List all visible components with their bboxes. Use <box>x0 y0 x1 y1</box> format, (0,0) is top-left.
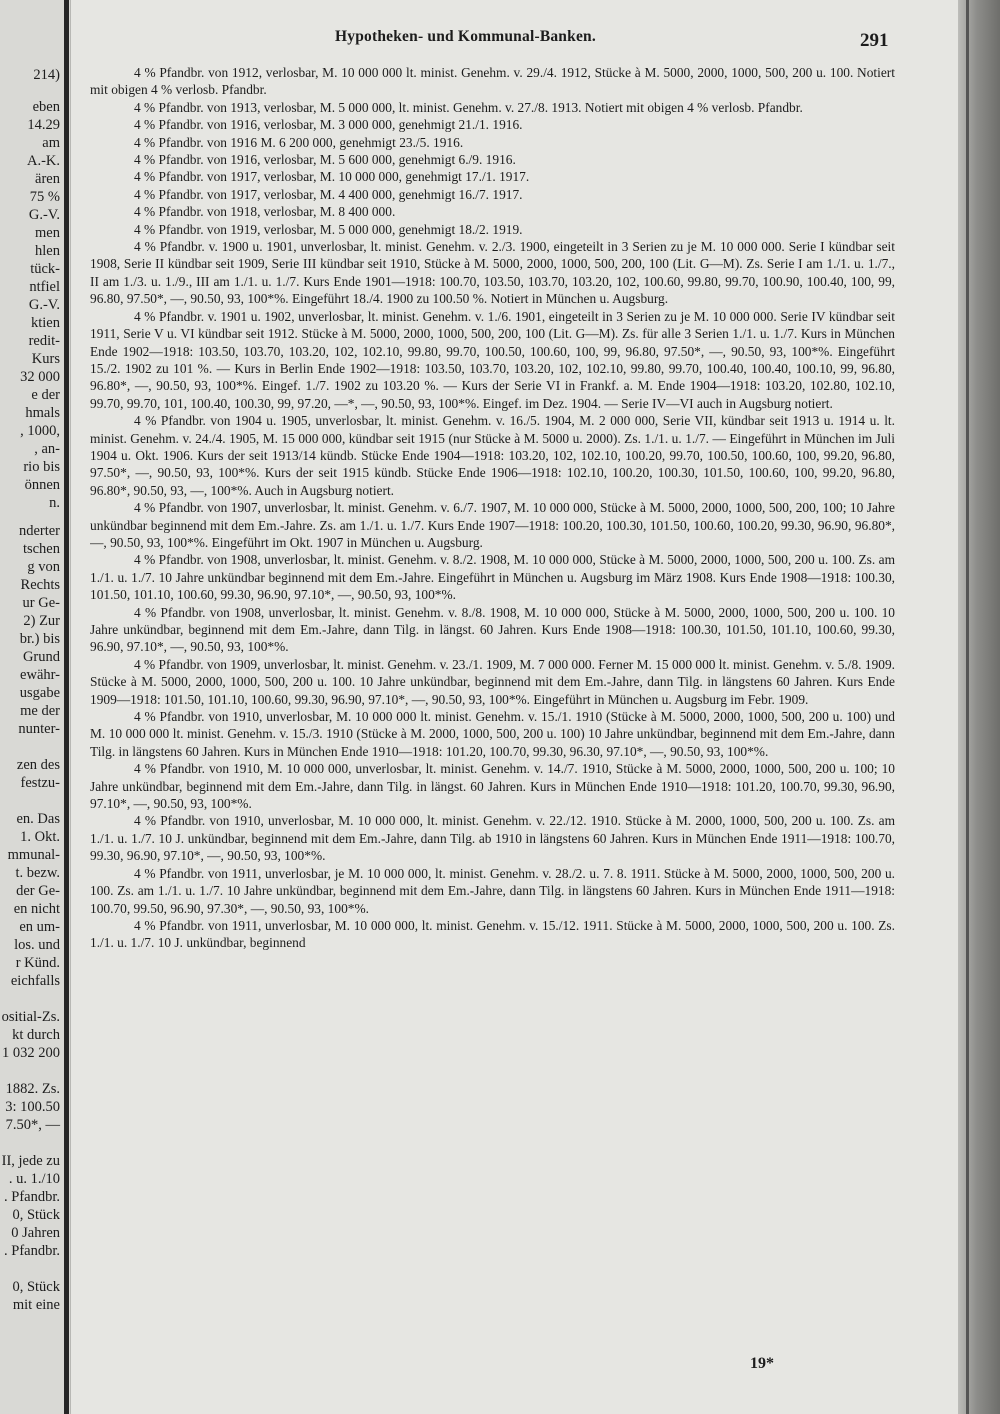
adjacent-page-fragment: festzu- <box>20 775 60 791</box>
bond-entry-paragraph: 4 % Pfandbr. v. 1901 u. 1902, unverlosbar, lt. minist. Genehm. v. 1./6. 1901, eingeteilt in 3 Serien zu je M. 10 000 000. Serie IV kündbar seit 1911, Serie V u. VI kündbar seit 1912. Stücke à M. 5000, 2000, 1000, 500, 200, 100 (Lit. G—M). Zs. für alle 3 Serien 1./1. u. 1./7. Kurs in München Ende 1902—1918: 103.50, 103.70, 103.20, 102, 102.10, 99.80, 99.70, 100.50, 100.60, 100, 99, 96.80, 97.50*, —, 90.50, 93, 100*%. Eingeführt 15./2. 1902 zu 101 %. — Kurs in Berlin Ende 1902—1918: 103.50, 103.70, 103.20, 102, 102.10, 99.80, 99.70, 100.40, 100.40, 100.10, 99, 96.80, 96.80*, —, 90.50, 93, 100*%. Eingef. 1./7. 1902 zu 103.20 %. — Kurs der Serie VI in Frankf. a. M. Ende 1904—1918: 103.20, 102.80, 102.10, 99.70, 99.70, 101, 100.40, 100.30, 99, 97.20, —*, —, 90.50, 93, 100*%. Eingef. im Dez. 1904. — Serie IV—VI auch in Augsburg notiert. <box>90 308 895 411</box>
adjacent-page-fragment: Grund <box>22 649 60 665</box>
adjacent-page-fragment: me der <box>20 703 60 719</box>
adjacent-page-fragment: redit- <box>28 333 60 349</box>
bond-entry-paragraph: 4 % Pfandbr. von 1911, unverlosbar, M. 10 000 000, lt. minist. Genehm. v. 15./12. 1911. Stücke à M. 5000, 2000, 1000, 500, 200 u. 100. Zs. 1./1. u. 1./7. 10 J. unkündbar, beginnend <box>90 917 895 951</box>
bond-entry-paragraph: 4 % Pfandbr. von 1910, M. 10 000 000, unverlosbar, lt. minist. Genehm. v. 14./7. 1910, Stücke à M. 5000, 2000, 1000, 500, 200 u. 100; 10 Jahre unkündbar, beginnend mit dem Em.-Jahre, dann Tilg. in längst. 60 Jahren. Kurs in München Ende 1910—1918: 101.20, 100.70, 99.30, 96.90, 97.10*, —, 90.50, 93, 100*%. <box>90 761 895 812</box>
bond-entry-paragraph: 4 % Pfandbr. von 1916, verlosbar, M. 3 000 000, genehmigt 21./1. 1916. <box>134 117 523 133</box>
running-header: Hypotheken- und Kommunal-Banken. <box>335 28 596 45</box>
adjacent-page-fragment: Kurs <box>31 351 60 367</box>
adjacent-page-fragment: önnen <box>24 477 60 493</box>
bond-entry-paragraph: 4 % Pfandbr. v. 1900 u. 1901, unverlosbar, lt. minist. Genehm. v. 2./3. 1900, eingeteilt in 3 Serien zu je M. 10 000 000. Serie I kündbar seit 1908, Serie II kündbar seit 1909, Serie III kündbar seit 1910, Stücke à M. 5000, 2000, 1000, 500, 200, 100 (Lit. G—M). Zs. Serie I am 1./1. u. 1./7., II am 1./3. u. 1./9., III am 1./1. u. 1./7. Kurs Ende 1901—1918: 100.70, 103.50, 103.70, 103.20, 102, 100.60, 99.80, 99.70, 100.90, 100.40, 100, 99, 96.80, 97.50*, —, 90.50, 93, 100*%. Eingeführt 18./4. 1900 zu 100.50 %. Notiert in München u. Augsburg. <box>90 239 895 307</box>
bond-entry-paragraph: 4 % Pfandbr. von 1909, unverlosbar, lt. minist. Genehm. v. 23./1. 1909, M. 7 000 000. Ferner M. 15 000 000 lt. minist. Genehm. v. 5./8. 1909. Stücke à M. 5000, 2000, 1000, 500, 200 u. 100. 10 Jahre unkündbar, beginnend mit dem Em.-Jahre, dann Tilg. in längstens 60 Jahren. Kurs Ende 1909—1918: 101.50, 101.10, 100.60, 99.30, 96.90, 97.10*, —, 90.50, 93, 100*%. Eingeführt in München u. Augsburg im Febr. 1909. <box>90 656 895 707</box>
bond-entry-paragraph: 4 % Pfandbr. von 1912, verlosbar, M. 10 000 000 lt. minist. Genehm. v. 29./4. 1912, Stücke à M. 5000, 2000, 1000, 500, 200 u. 100. Notiert mit obigen 4 % verlosb. Pfandbr. <box>90 65 895 98</box>
adjacent-page-fragment: hlen <box>35 243 60 259</box>
main-text <box>90 64 895 1354</box>
adjacent-page-fragment: mit eine <box>12 1297 60 1313</box>
adjacent-page-fragment: 7.50*, — <box>5 1117 60 1133</box>
adjacent-page-fragment: am <box>42 135 60 151</box>
adjacent-page-fragment: t. bezw. <box>15 865 60 881</box>
page-edge-line <box>966 0 969 1414</box>
adjacent-page-fragment: ntfiel <box>29 279 60 295</box>
adjacent-page-fragment: los. und <box>14 937 60 953</box>
bond-entry-paragraph: 4 % Pfandbr. von 1918, verlosbar, M. 8 400 000. <box>134 204 396 220</box>
adjacent-page-fragment: . u. 1./10 <box>8 1171 60 1187</box>
adjacent-page-fragment: 3: 100.50 <box>5 1099 60 1115</box>
bond-entry-paragraph: 4 % Pfandbr. von 1917, verlosbar, M. 10 000 000, genehmigt 17./1. 1917. <box>134 169 530 185</box>
bond-entry-paragraph: 4 % Pfandbr. von 1917, verlosbar, M. 4 400 000, genehmigt 16./7. 1917. <box>134 186 523 202</box>
adjacent-page-fragment: usgabe <box>19 685 60 701</box>
adjacent-page-fragment: G.-V. <box>28 207 60 223</box>
adjacent-page-fragment: 1. Okt. <box>20 829 60 845</box>
adjacent-page-fragment: . Pfandbr. <box>4 1189 60 1205</box>
adjacent-page-fragment: ur Ge- <box>22 595 60 611</box>
adjacent-page-fragment: men <box>35 225 60 241</box>
adjacent-page-fragment: 32 000 <box>20 369 60 385</box>
adjacent-page-fragment: zen des <box>16 757 60 773</box>
adjacent-page-fragment: mmunal- <box>7 847 60 863</box>
adjacent-page-fragment: nderter <box>18 523 60 539</box>
bond-entry-paragraph: 4 % Pfandbr. von 1910, unverlosbar, M. 10 000 000 lt. minist. Genehm. v. 15./1. 1910 (Stücke à M. 5000, 2000, 1000, 500, 200 u. 100) und M. 10 000 000 lt. minist. Genehm. v. 15./3. 1910 (Stücke à M. 2000, 1000, 500, 200 u. 100) 10 Jahre unkündbar, beginnend mit dem Em.-Jahre, dann Tilg. in längstens 60 Jahren. Kurs in München Ende 1910—1918: 101.20, 100.70, 99.30, 96.30, 97.10*, —, 90.50, 93, 100*%. <box>90 709 895 759</box>
adjacent-page-fragment: 0 Jahren <box>11 1225 60 1241</box>
adjacent-page-fragment: hmals <box>25 405 60 421</box>
adjacent-page-fragment: rio bis <box>23 459 60 475</box>
adjacent-page-fragment: 2) Zur <box>23 613 60 629</box>
adjacent-page-margin <box>0 0 71 1414</box>
adjacent-page-fragment: 14.29 <box>27 117 60 133</box>
adjacent-page-fragment: g von <box>27 559 60 575</box>
adjacent-page-fragment: tschen <box>22 541 60 557</box>
adjacent-page-fragment: n. <box>49 495 60 511</box>
adjacent-page-fragment: A.-K. <box>26 153 60 169</box>
adjacent-page-fragment: eichfalls <box>10 973 60 989</box>
adjacent-page-fragment: , an- <box>34 441 60 457</box>
adjacent-page-fragment: r Künd. <box>15 955 60 971</box>
bond-entry-paragraph: 4 % Pfandbr. von 1913, verlosbar, M. 5 000 000, lt. minist. Genehm. v. 27./8. 1913. Notiert mit obigen 4 % verlosb. Pfandbr. <box>134 99 803 115</box>
adjacent-page-fragment: br.) bis <box>19 631 60 647</box>
adjacent-page-fragment: G.-V. <box>28 297 60 313</box>
adjacent-page-fragment: eben <box>32 99 60 115</box>
bond-entry-paragraph: 4 % Pfandbr. von 1907, unverlosbar, lt. minist. Genehm. v. 6./7. 1907, M. 10 000 000, Stücke à M. 5000, 2000, 1000, 500, 200, 100; 10 Jahre unkündbar beginnend mit dem Em.-Jahre. Zs. am 1./1. u. 1./7. Kurs Ende 1907—1918: 100.20, 100.30, 101.50, 100.60, 100.20, 99.30, 96.90, 96.80*, —, 90.50, 93, 100*%. Eingeführt im Okt. 1907 in München u. Augsburg. <box>90 500 895 550</box>
signature-mark: 19* <box>750 1355 774 1372</box>
page-edge-shadow <box>958 0 1000 1414</box>
bond-entry-paragraph: 4 % Pfandbr. von 1908, unverlosbar, lt. minist. Genehm. v. 8./2. 1908, M. 10 000 000, Stücke à M. 5000, 2000, 1000, 500, 200 u. 100. Zs. am 1./1. u. 1./7. 10 Jahre unkündbar beginnend mit dem Em.-Jahre. Eingeführt in München u. Augsburg im März 1908. Kurs Ende 1908—1918: 100.30, 101.50, 101.10, 100.60, 99.30, 96.90, 97.10*, —, 90.50, 93, 100*%. <box>90 552 895 603</box>
adjacent-page-fragment: der Ge- <box>16 883 60 899</box>
adjacent-page-fragment: 214) <box>33 67 60 83</box>
adjacent-page-fragment: nunter- <box>18 721 60 737</box>
adjacent-page-fragment: en nicht <box>13 901 60 917</box>
binding-rule <box>64 0 69 1414</box>
adjacent-page-fragment: ären <box>35 171 60 187</box>
bond-entry-paragraph: 4 % Pfandbr. von 1910, unverlosbar, M. 10 000 000, lt. minist. Genehm. v. 22./12. 1910. Stücke à M. 2000, 1000, 500, 200 u. 100. Zs. am 1./1. u. 1./7. 10 J. unkündbar, beginnend mit dem Em.-Jahre, dann Tilg. ab 1910 in längstens 60 Jahren. Kurs in München Ende 1911—1918: 100.70, 99.30, 96.90, 97.10*, —, 90.50, 93, 100*%. <box>90 813 895 864</box>
adjacent-page-fragment: 75 % <box>29 189 60 205</box>
bond-entry-paragraph: 4 % Pfandbr. von 1904 u. 1905, unverlosbar, lt. minist. Genehm. v. 16./5. 1904, M. 2 000 000, Serie VII, kündbar seit 1913 u. 1914 u. lt. minist. Genehm. v. 24./4. 1905, M. 15 000 000, kündbar seit 1915 (nur Stücke à M. 5000 u. 2000). Zs. 1./1. u. 1./7. — Eingeführt in München im Juli 1904 u. Okt. 1906. Kurs der seit 1913/14 kündb. Stücke Ende 1904—1918: 103.20, 102, 102.10, 100.20, 99.70, 100.50, 100.60, 100, 99.20, 96.80, 97.50*, —, 90.50, 93, 100*%. Kurs der seit 1915 kündb. Stücke Ende 1906—1918: 102.10, 100.20, 100.30, 101.50, 100.60, 100, 99.20, 96.80, 96.80*, 90.50, 93, —, 100*%. Auch in Augsburg notiert. <box>90 413 895 498</box>
adjacent-page-fragment: kt durch <box>12 1027 60 1043</box>
bond-entry-paragraph: 4 % Pfandbr. von 1911, unverlosbar, je M. 10 000 000, lt. minist. Genehm. v. 28./2. u. 7. 8. 1911. Stücke à M. 5000, 2000, 1000, 500, 200 u. 100. Zs. am 1./1. u. 1./7. 10 Jahre unkündbar, beginnend mit dem Em.-Jahre, dann Tilg. in längstens 60 Jahren. Kurs in München Ende 1911—1918: 100.70, 99.50, 96.90, 97.30*, —, 90.50, 93, 100*%. <box>90 865 895 916</box>
adjacent-page-fragment: ositial-Zs. <box>1 1009 60 1025</box>
adjacent-page-fragment: 0, Stück <box>12 1279 60 1295</box>
bond-entry-paragraph: 4 % Pfandbr. von 1916 M. 6 200 000, genehmigt 23./5. 1916. <box>134 134 464 150</box>
adjacent-page-fragment: , 1000, <box>20 423 60 439</box>
adjacent-page-fragment: 1882. Zs. <box>5 1081 60 1097</box>
bond-entry-paragraph: 4 % Pfandbr. von 1916, verlosbar, M. 5 600 000, genehmigt 6./9. 1916. <box>134 152 516 168</box>
adjacent-page-fragment: e der <box>31 387 60 403</box>
adjacent-page-fragment: en um- <box>19 919 60 935</box>
adjacent-page-fragment: 0, Stück <box>12 1207 60 1223</box>
bond-entry-paragraph: 4 % Pfandbr. von 1919, verlosbar, M. 5 000 000, genehmigt 18./2. 1919. <box>134 221 523 237</box>
adjacent-page-fragment: ktien <box>31 315 60 331</box>
adjacent-page-fragment: Rechts <box>20 577 60 593</box>
adjacent-page-fragment: . Pfandbr. <box>4 1243 60 1259</box>
adjacent-page-fragment: 1 032 200 <box>2 1045 60 1061</box>
bond-entry-paragraph: 4 % Pfandbr. von 1908, unverlosbar, lt. minist. Genehm. v. 8./8. 1908, M. 10 000 000, Stücke à M. 5000, 2000, 1000, 500, 200 u. 100. 10 Jahre unkündbar, beginnend mit dem Em.-Jahre, dann Tilg. in längst. 60 Jahren. Kurs Ende 1908—1918: 100.30, 101.50, 101.10, 100.60, 99.30, 96.90, 97.10*, —, 90.50, 93, 100*%. <box>90 604 895 655</box>
page-number: 291 <box>860 30 889 51</box>
adjacent-page-fragment: ewähr- <box>20 667 60 683</box>
adjacent-page-fragment: tück- <box>30 261 60 277</box>
adjacent-page-fragment: II, jede zu <box>1 1153 60 1169</box>
adjacent-page-fragment: en. Das <box>16 811 60 827</box>
